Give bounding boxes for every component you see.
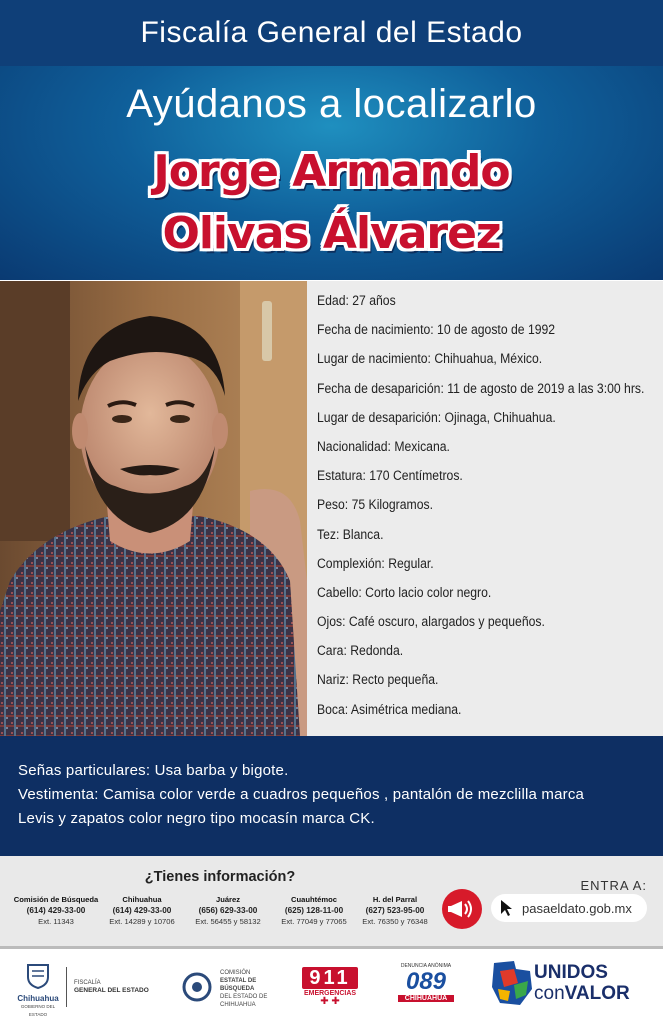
emergencias-911-logo bbox=[302, 967, 358, 1007]
detail-eyes: Ojos: Café oscuro, alargados y pequeños. bbox=[317, 614, 545, 631]
chihuahua-logo-text: Chihuahua bbox=[17, 994, 59, 1003]
denuncia-label: DENUNCIA ANÓNIMA bbox=[400, 963, 452, 969]
comision-emblem-icon bbox=[180, 971, 214, 1003]
distinguishing-marks-section bbox=[0, 736, 663, 856]
comision-logo bbox=[180, 971, 214, 1008]
unidos-text bbox=[534, 963, 630, 1005]
office-juarez bbox=[178, 894, 278, 927]
detail-weight: Peso: 75 Kilogramos. bbox=[317, 497, 433, 514]
office-phone: (627) 523-95-00 bbox=[365, 906, 425, 915]
details-panel bbox=[307, 281, 663, 736]
office-name: H. del Parral bbox=[372, 895, 418, 904]
denuncia-state: CHIHUAHUA bbox=[398, 995, 454, 1002]
office-phone: (614) 429-33-00 bbox=[112, 906, 172, 915]
e911-number: 911 bbox=[302, 967, 358, 989]
office-name: Cuauhtémoc bbox=[291, 895, 337, 904]
details-list bbox=[317, 290, 663, 728]
detail-birth-place: Lugar de nacimiento: Chihuahua, México. bbox=[317, 351, 543, 368]
denuncia-089-logo bbox=[398, 963, 454, 1002]
clothing-line-2: Levis y zapatos color negro tipo mocasín marca CK. bbox=[18, 810, 375, 827]
shield-icon bbox=[26, 963, 50, 989]
detail-complexion-tone: Tez: Blanca. bbox=[317, 526, 384, 543]
missing-person-name-first: Jorge Armando bbox=[153, 146, 510, 197]
office-phone: (625) 128-11-00 bbox=[284, 906, 344, 915]
comision-line-3: BÚSQUEDA bbox=[220, 986, 255, 992]
unidos-con: con bbox=[534, 983, 565, 1004]
fiscalia-bottom: GENERAL DEL ESTADO bbox=[74, 987, 149, 994]
office-name: Juárez bbox=[215, 895, 241, 904]
chihuahua-logo-sub: GOBIERNO DEL ESTADO bbox=[20, 1004, 56, 1017]
office-phone: (656) 629-33-00 bbox=[198, 906, 258, 915]
poster-subtitle: Ayúdanos a localizarlo bbox=[126, 82, 537, 126]
office-ext: Ext. 11343 bbox=[38, 917, 74, 926]
detail-build: Complexión: Regular. bbox=[317, 555, 434, 572]
cursor-icon bbox=[499, 899, 515, 917]
clothing-line-1: Vestimenta: Camisa color verde a cuadros pequeños , pantalón de mezclilla marca bbox=[18, 786, 585, 803]
detail-nose: Nariz: Recto pequeña. bbox=[317, 672, 439, 689]
detail-disappearance-place: Lugar de desaparición: Ojinaga, Chihuahua. bbox=[317, 409, 556, 426]
fiscalia-top: FISCALÍA bbox=[74, 980, 101, 986]
office-chihuahua bbox=[92, 894, 192, 927]
office-phone: (614) 429-33-00 bbox=[26, 906, 86, 915]
detail-nationality: Nacionalidad: Mexicana. bbox=[317, 438, 450, 455]
fiscalia-logo bbox=[74, 979, 149, 994]
comision-line-5: CHIHUAHUA bbox=[220, 1002, 256, 1008]
office-ext: Ext. 56455 y 58132 bbox=[195, 917, 261, 926]
office-name: Chihuahua bbox=[122, 895, 162, 904]
contact-question: ¿Tienes información? bbox=[144, 869, 296, 885]
office-ext: Ext. 14289 y 10706 bbox=[109, 917, 175, 926]
cross-icon: ✚ ✚ bbox=[320, 996, 340, 1007]
office-name: Comisión de Búsqueda bbox=[13, 895, 99, 904]
distinguishing-marks: Señas particulares: Usa barba y bigote. bbox=[18, 762, 289, 779]
detail-birth-date: Fecha de nacimiento: 10 de agosto de 1992 bbox=[317, 322, 556, 339]
comision-line-2: ESTATAL DE bbox=[220, 978, 257, 984]
poster-header bbox=[0, 0, 663, 280]
detail-hair: Cabello: Corto lacio color negro. bbox=[317, 584, 492, 601]
megaphone-icon bbox=[442, 889, 482, 929]
website-link[interactable]: pasaeldato.gob.mx bbox=[522, 901, 632, 916]
comision-text bbox=[220, 969, 267, 1009]
missing-person-photo bbox=[0, 281, 307, 736]
comision-line-1: COMISIÓN bbox=[220, 970, 251, 976]
unidos-line-1: UNIDOS bbox=[534, 962, 608, 983]
office-ext: Ext. 76350 y 76348 bbox=[362, 917, 428, 926]
office-parral bbox=[345, 894, 445, 927]
denuncia-number: 089 bbox=[405, 968, 447, 995]
office-comision bbox=[6, 894, 106, 927]
unidos-line-2 bbox=[534, 983, 630, 1005]
entra-label: ENTRA A: bbox=[580, 878, 647, 893]
chihuahua-logo bbox=[14, 963, 62, 1019]
office-ext: Ext. 77049 y 77065 bbox=[281, 917, 347, 926]
e911-label: EMERGENCIAS bbox=[303, 990, 357, 997]
comision-line-4: DEL ESTADO DE bbox=[220, 994, 268, 1000]
missing-person-name-last: Olivas Álvarez bbox=[162, 208, 501, 259]
logos-footer bbox=[0, 946, 663, 1024]
detail-face: Cara: Redonda. bbox=[317, 643, 404, 660]
unidos-valor: VALOR bbox=[564, 983, 630, 1004]
detail-disappearance-date: Fecha de desaparición: 11 de agosto de 2019 a las 3:00 hrs. bbox=[317, 380, 645, 397]
state-map-icon bbox=[490, 959, 534, 1009]
detail-age: Edad: 27 años bbox=[317, 293, 396, 309]
detail-mouth: Boca: Asimétrica mediana. bbox=[317, 701, 462, 718]
logo-divider bbox=[66, 967, 67, 1007]
detail-height: Estatura: 170 Centímetros. bbox=[317, 468, 463, 485]
unidos-con-valor-logo bbox=[490, 959, 534, 1014]
org-title: Fiscalía General del Estado bbox=[0, 0, 663, 66]
